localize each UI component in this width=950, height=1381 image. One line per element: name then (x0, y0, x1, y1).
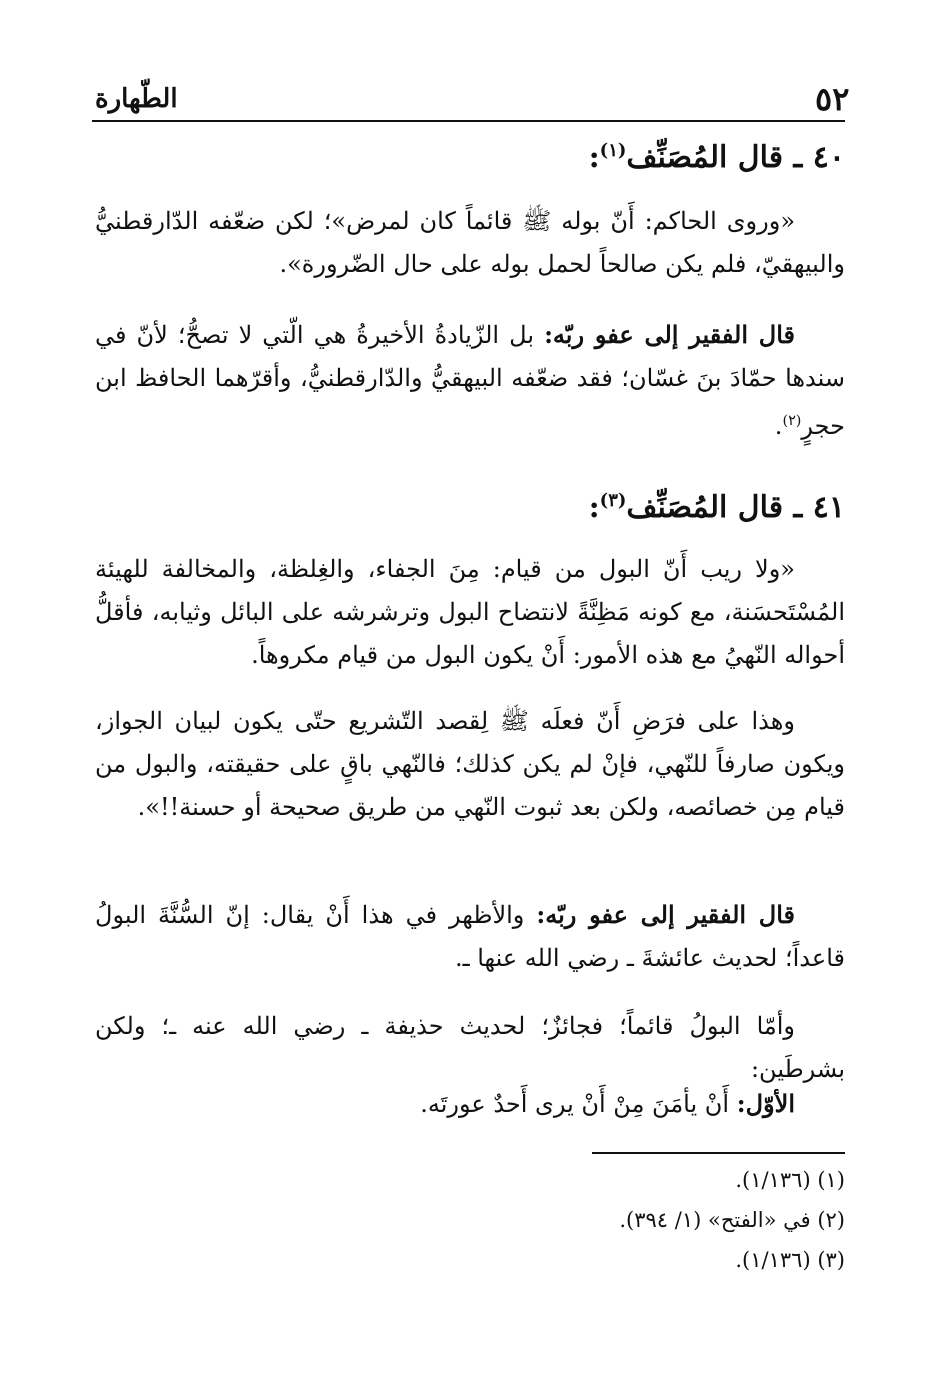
page-number: ٥٢ (815, 80, 850, 118)
reply-paragraph (95, 313, 845, 448)
reply-paragraph (95, 893, 845, 980)
footnote-ref: (٢) (782, 413, 802, 429)
condition-text: أَنْ يأمَنَ مِنْ أَنْ يرى أَحدٌ عورتَه. (420, 1090, 730, 1118)
footnote-rule (592, 1152, 845, 1154)
section-title: ـ قال المُصَنِّف (626, 140, 803, 175)
condition-label: الأوّل: (736, 1089, 795, 1118)
quote-paragraph: «وروى الحاكم: أَنّ بوله ﷺ قائماً كان لمرض»؛ لكن ضعّفه الدّارقطنيُّ والبيهقيّ، فلم يكن صالحاً لحمل بوله على حال الضّرورة». (95, 207, 845, 278)
reply-label: قال الفقير إلى عفو ربّه: (544, 320, 795, 349)
section-number: ٤٠ (812, 140, 845, 175)
footnote-ref: (١) (599, 140, 627, 161)
reply-text: بل الزّيادةُ الأخيرةُ هي الّتي لا تصحُّ؛ لأنّ في سندها حمّادَ بنَ غسّان؛ فقد ضعّفه البيهقيُّ والدّارقطنيُّ، وأقرّهما الحافظ ابن حجرٍ (95, 321, 845, 440)
footnote-2: (٢) في «الفتح» (١/ ٣٩٤). (619, 1208, 845, 1232)
reply-end: . (774, 412, 783, 440)
reply-text: والأظهر في هذا أَنْ يقال: إنّ السُّنَّةَ البولُ قاعداً؛ لحديث عائشةَ ـ رضي الله عنها ـ. (95, 901, 845, 972)
reply-label: قال الفقير إلى عفو ربّه: (536, 900, 795, 929)
condition-paragraph (95, 1082, 845, 1126)
section-40-heading (589, 140, 845, 175)
section-41-heading (589, 490, 845, 525)
running-title: الطّهارة (95, 84, 178, 114)
header-rule (92, 120, 845, 122)
footnote-ref: (٣) (599, 490, 627, 511)
heading-colon: : (588, 490, 600, 525)
section-title: ـ قال المُصَنِّف (626, 490, 803, 525)
footnote-1: (١) (١/١٣٦). (735, 1168, 845, 1192)
heading-colon: : (588, 140, 600, 175)
quote-paragraph-1: «ولا ريب أَنّ البول من قيام: مِنَ الجفاء، والغِلظة، والمخالفة للهيئة المُسْتَحسَنة، مع كونه مَظِنَّةً لانتضاح البول وترشرشه على البائل وثيابه، فأقلُّ أحواله النّهيُ مع هذه الأمور: أَنْ يكون البول من قيام مكروهاً. (95, 555, 845, 669)
quote-paragraph-2: وهذا على فرَضِ أَنّ فعلَه ﷺ لِقصد التّشريع حتّى يكون لبيان الجواز، ويكون صارفاً للنّهي، فإنْ لم يكن كذلك؛ فالنّهي باقٍ على حقيقته، والبول من قيام مِن خصائصه، ولكن بعد ثبوت النّهي من طريق صحيحة أو حسنة!!». (95, 707, 845, 821)
footnote-3: (٣) (١/١٣٦). (735, 1248, 845, 1272)
section-number: ٤١ (812, 490, 845, 525)
body-paragraph: وأمّا البولُ قائماً؛ فجائزٌ؛ لحديث حذيفة ـ رضي الله عنه ـ؛ ولكن بشرطَين: (95, 1012, 845, 1083)
